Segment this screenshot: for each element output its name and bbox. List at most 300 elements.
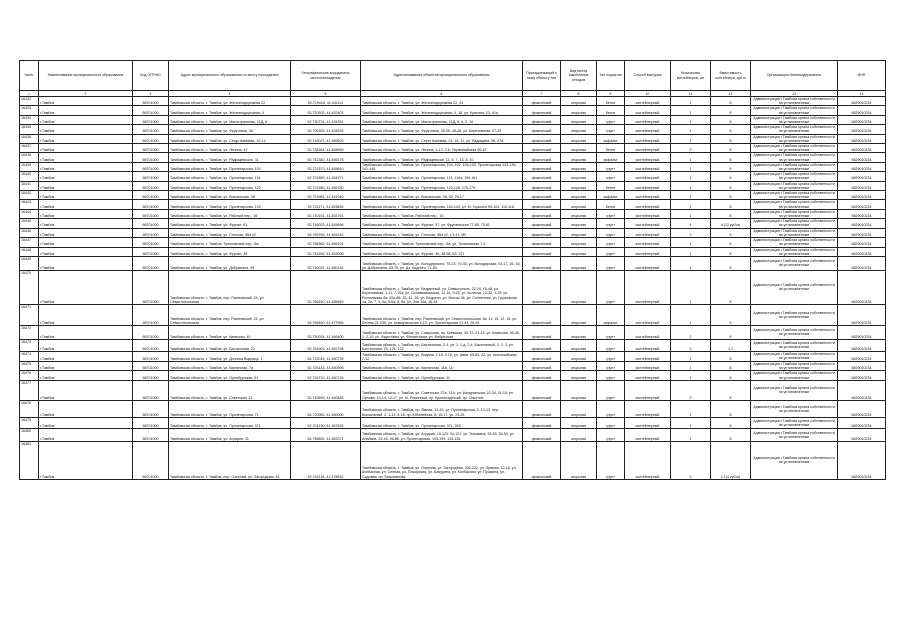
cell-kind: открытая bbox=[561, 361, 597, 370]
table-row bbox=[20, 106, 886, 115]
cell-org: Администрация г.Тамбова органа собственности на установленные bbox=[751, 325, 838, 339]
cell-inn: 6829010234 bbox=[838, 228, 886, 237]
cell-kind: открытая bbox=[561, 106, 597, 115]
cell-objects: Тамбовская область, г. Тамбов, пр. Бастионная, 2-4, ул. 1, 1-д, 2-4, Бастионный, 3, 2, 3, ул. Бастионная, 23, 121, 122 bbox=[361, 339, 523, 351]
cell-type: физический bbox=[523, 270, 561, 304]
cell-coords: 52.750034, 41.466400 bbox=[291, 325, 361, 339]
cell-objects: Тамбовская область, г. Тамбов, ул. Степная, 66а к2, к 3-11, 9В bbox=[361, 228, 523, 237]
cell-coords: 52.740151, 41.453761 bbox=[291, 209, 361, 218]
cell-cover: грунт bbox=[597, 371, 625, 380]
cell-cover: грунт bbox=[597, 339, 625, 351]
cell-kind: открытая bbox=[561, 270, 597, 304]
cell-code: 68701000 bbox=[133, 181, 169, 190]
table-row bbox=[20, 247, 886, 256]
cell-objects: Тамбовская область, г. Тамбов, ул. Пролетарская, 113, 116а, 159-161 bbox=[361, 172, 523, 181]
cell-addr: Тамбовская область, г. Тамбов, ул. Фрунзе, 61 bbox=[169, 219, 291, 228]
table-row bbox=[20, 238, 886, 247]
cell-unload: контейнерный bbox=[625, 428, 671, 441]
cell-kind: открытая bbox=[561, 181, 597, 190]
cell-coords: 52.720983, 41.450000 bbox=[291, 400, 361, 417]
cell-addr: Тамбовская область, г. Тамбов, ул. Железнодорожная 22 bbox=[169, 97, 291, 106]
cell-id: 16472 bbox=[20, 325, 39, 339]
cell-cover: грунт bbox=[597, 219, 625, 228]
cell-mo: г.Тамбов bbox=[39, 256, 133, 270]
col-index: 7 bbox=[523, 91, 561, 97]
cell-coords: 52.719418, 41.431111 bbox=[291, 97, 361, 106]
cell-coords: 52.704190, 41.467632 bbox=[291, 417, 361, 428]
col-index: 3 bbox=[133, 91, 169, 97]
cell-type: физический bbox=[523, 380, 561, 400]
cell-id: 16445 bbox=[20, 219, 39, 228]
col-header: Адреса/названия объектов муниципального образования bbox=[361, 61, 523, 91]
col-header: Количество контейнеров, шт bbox=[671, 61, 711, 91]
col-index: 6 bbox=[361, 91, 523, 97]
cell-type: физический bbox=[523, 172, 561, 181]
cell-cover: асфальт bbox=[597, 134, 625, 143]
cell-cover: грунт bbox=[597, 228, 625, 237]
cell-vol: 8 bbox=[711, 428, 751, 441]
cell-code: 68701000 bbox=[133, 351, 169, 361]
cell-count: 1 bbox=[671, 191, 711, 200]
cell-id: 16480 bbox=[20, 428, 39, 441]
cell-kind: открытая bbox=[561, 256, 597, 270]
table-row bbox=[20, 325, 886, 339]
cell-kind: открытая bbox=[561, 209, 597, 218]
cell-inn: 6829010234 bbox=[838, 191, 886, 200]
cell-cover: грунт bbox=[597, 380, 625, 400]
cell-org: Администрация г.Тамбова органа собственности на установленные bbox=[751, 200, 838, 209]
cell-coords: 52.749693, 41.460483 bbox=[291, 380, 361, 400]
cell-count: 4 bbox=[671, 219, 711, 228]
cell-type: физический bbox=[523, 219, 561, 228]
cell-objects: Тамбовская область, г. Тамбов, ул. Фруктовая, 35-36, 46-48, ул. Березовская, 27-29 bbox=[361, 125, 523, 134]
cell-count: 1 bbox=[671, 428, 711, 441]
cell-cover: асфальт bbox=[597, 153, 625, 162]
cell-org: Администрация г.Тамбова органа собственности на установленные bbox=[751, 153, 838, 162]
cell-coords: 52.723961, 41.441940 bbox=[291, 191, 361, 200]
col-header: №п/п bbox=[20, 61, 39, 91]
col-index: 14 bbox=[838, 91, 886, 97]
cell-kind: открытая bbox=[561, 97, 597, 106]
cell-coords: 52.739710, 41.460718 bbox=[291, 371, 361, 380]
cell-org: Администрация г.Тамбова органа собственности на установленные bbox=[751, 219, 838, 228]
cell-unload: контейнерный bbox=[625, 371, 671, 380]
table-row bbox=[20, 115, 886, 124]
cell-id: 16447 bbox=[20, 238, 39, 247]
col-index: 5 bbox=[291, 91, 361, 97]
cell-kind: открытая bbox=[561, 153, 597, 162]
cell-vol: 8 bbox=[711, 304, 751, 325]
cell-id: 16440 bbox=[20, 172, 39, 181]
cell-vol: 8 bbox=[711, 115, 751, 124]
cell-addr: Тамбовская область, г. Тамбов, ул. Бастионная, 23 bbox=[169, 339, 291, 351]
cell-unload: контейнерный bbox=[625, 361, 671, 370]
cell-cover: грунт bbox=[597, 172, 625, 181]
cell-id: 16448 bbox=[20, 247, 39, 256]
cell-addr: Тамбовская область, г. Тамбов, Тулиновский пер., 8а bbox=[169, 238, 291, 247]
cell-vol: 8 bbox=[711, 153, 751, 162]
cell-unload: контейнерный bbox=[625, 441, 671, 479]
cell-unload: контейнерный bbox=[625, 97, 671, 106]
cell-mo: г.Тамбов bbox=[39, 144, 133, 153]
cell-inn: 6829010234 bbox=[838, 200, 886, 209]
cell-kind: открытая bbox=[561, 134, 597, 143]
table-row bbox=[20, 153, 886, 162]
cell-unload: контейнерный bbox=[625, 228, 671, 237]
cell-type: физический bbox=[523, 400, 561, 417]
cell-id: 16470 bbox=[20, 270, 39, 304]
cell-count: 1 bbox=[671, 200, 711, 209]
cell-code: 68701000 bbox=[133, 325, 169, 339]
cell-vol: 8 bbox=[711, 380, 751, 400]
cell-vol: 8 bbox=[711, 256, 751, 270]
cell-vol: 8 bbox=[711, 181, 751, 190]
cell-id: 16474 bbox=[20, 351, 39, 361]
cell-unload: контейнерный bbox=[625, 270, 671, 304]
cell-cover: грунт bbox=[597, 325, 625, 339]
cell-addr: Тамбовская область, г. Тамбов, ул. Железнодорожная, 4 bbox=[169, 106, 291, 115]
cell-type: физический bbox=[523, 125, 561, 134]
cell-org: Администрация г.Тамбова органа собственности на установленные bbox=[751, 134, 838, 143]
table-row bbox=[20, 97, 886, 106]
cell-unload: контейнерный bbox=[625, 153, 671, 162]
cell-mo: г.Тамбов bbox=[39, 209, 133, 218]
cell-addr: Тамбовская область, г. Тамбов, ул. Вокзальная, 36 bbox=[169, 191, 291, 200]
cell-objects: Тамбовская область, г. Тамбов, Тулиновский пер., 8а, ул. Тулиновская 7-9 bbox=[361, 238, 523, 247]
cell-vol: 1,1(4 куб.м) bbox=[711, 441, 751, 479]
cell-coords: 52.720502, 41.432403 bbox=[291, 106, 361, 115]
cell-addr: Тамбовская область, г. Тамбов, ул. Пролетарская, 114 bbox=[169, 172, 291, 181]
cell-unload: контейнерный bbox=[625, 144, 671, 153]
cell-vol: 8 bbox=[711, 270, 751, 304]
col-index: 11 bbox=[671, 91, 711, 97]
col-header: ИНН bbox=[838, 61, 886, 91]
cell-addr: Тамбовская область, г. Тамбов, ул. Кирпичная, 7а bbox=[169, 361, 291, 370]
cell-mo: г.Тамбов bbox=[39, 172, 133, 181]
cell-code: 68701000 bbox=[133, 219, 169, 228]
cell-cover: асфальт bbox=[597, 191, 625, 200]
cell-unload: контейнерный bbox=[625, 162, 671, 171]
table-row bbox=[20, 428, 886, 441]
table-row bbox=[20, 400, 886, 417]
cell-count: 1 bbox=[671, 351, 711, 361]
col-index: 10 bbox=[625, 91, 671, 97]
cell-id: 16444 bbox=[20, 209, 39, 218]
cell-kind: открытая bbox=[561, 162, 597, 171]
cell-coords: 52.722016, 41.450739 bbox=[291, 351, 361, 361]
cell-inn: 6829010234 bbox=[838, 380, 886, 400]
col-index: 4 bbox=[169, 91, 291, 97]
cell-addr: Тамбовская область, г. Тамбов, ул. Долгина Водница, 1 bbox=[169, 351, 291, 361]
cell-type: физический bbox=[523, 134, 561, 143]
cell-inn: 6829010234 bbox=[838, 134, 886, 143]
cell-inn: 6829010234 bbox=[838, 417, 886, 428]
cell-inn: 6829010234 bbox=[838, 115, 886, 124]
cell-addr: Тамбовская область, г. Тамбов, ул. Пролетарская, 371 bbox=[169, 417, 291, 428]
cell-vol: 8 bbox=[711, 172, 751, 181]
cell-unload: контейнерный bbox=[625, 247, 671, 256]
cell-id: 16449 bbox=[20, 256, 39, 270]
table-row bbox=[20, 256, 886, 270]
cell-count: 1 bbox=[671, 417, 711, 428]
cell-addr: Тамбовская область, г. Тамбов, ул. Советская, 21 bbox=[169, 380, 291, 400]
cell-org: Администрация г.Тамбова органа собственности на установленные bbox=[751, 238, 838, 247]
cell-type: физический bbox=[523, 191, 561, 200]
cell-inn: 6829010234 bbox=[838, 441, 886, 479]
cell-kind: открытая bbox=[561, 417, 597, 428]
cell-unload: контейнерный bbox=[625, 380, 671, 400]
cell-type: физический bbox=[523, 106, 561, 115]
table-row bbox=[20, 304, 886, 325]
cell-count: 1 bbox=[671, 153, 711, 162]
cell-unload: контейнерный bbox=[625, 219, 671, 228]
header-row bbox=[20, 61, 886, 91]
cell-addr: Тамбовская область, г. Тамбов, ул. Фрунзе, 48 bbox=[169, 247, 291, 256]
cell-addr: Тамбовская область, г. Тамбов, ул. Сergo Камнева, 10-14 bbox=[169, 134, 291, 143]
cell-type: физический bbox=[523, 339, 561, 351]
table-row bbox=[20, 162, 886, 171]
cell-vol: 8 bbox=[711, 144, 751, 153]
cell-org: Администрация г.Тамбова органа собственности на установленные bbox=[751, 380, 838, 400]
cell-inn: 6829010234 bbox=[838, 325, 886, 339]
cell-addr: Тамбовская область, г. Тамбов, ул. Фруктовая, 46 bbox=[169, 125, 291, 134]
cell-kind: открытая bbox=[561, 238, 597, 247]
cell-count: 1 bbox=[671, 115, 711, 124]
cell-count: 1 bbox=[671, 400, 711, 417]
cell-coords: 52.756852, 41.562071 bbox=[291, 428, 361, 441]
cell-addr: Тамбовская область, г. Тамбов, ул. Радищевского, 11 bbox=[169, 153, 291, 162]
cell-code: 68701000 bbox=[133, 400, 169, 417]
cell-code: 68701000 bbox=[133, 417, 169, 428]
cell-type: физический bbox=[523, 417, 561, 428]
cell-kind: открытая bbox=[561, 380, 597, 400]
cell-coords: 52.741692, 41.452008 bbox=[291, 247, 361, 256]
cell-count: 1 bbox=[671, 270, 711, 304]
cell-kind: открытая bbox=[561, 125, 597, 134]
table-row bbox=[20, 219, 886, 228]
col-index: 1 bbox=[20, 91, 39, 97]
table-row bbox=[20, 371, 886, 380]
cell-org: Администрация г.Тамбова органа собственности на установленные bbox=[751, 339, 838, 351]
table-row bbox=[20, 351, 886, 361]
cell-count: 2 bbox=[671, 144, 711, 153]
cell-unload: контейнерный bbox=[625, 134, 671, 143]
cell-org: Администрация г.Тамбова органа собственности на установленные bbox=[751, 191, 838, 200]
col-header: Вместимость контейнера, куб.м bbox=[711, 61, 751, 91]
col-index: 12 bbox=[711, 91, 751, 97]
cell-org: Администрация г.Тамбова органа собственности на установленные bbox=[751, 371, 838, 380]
table-row bbox=[20, 361, 886, 370]
cell-coords: 52.763118, 41.478810 bbox=[291, 441, 361, 479]
cell-coords: 52.742382, 41.456178 bbox=[291, 153, 361, 162]
cell-type: физический bbox=[523, 428, 561, 441]
cell-cover: грунт bbox=[597, 162, 625, 171]
cell-inn: 6829010234 bbox=[838, 219, 886, 228]
cell-mo: г.Тамбов bbox=[39, 339, 133, 351]
table-row bbox=[20, 181, 886, 190]
cell-inn: 6829010234 bbox=[838, 351, 886, 361]
cell-objects: Тамбовская область, г. Тамбов, ул. Фрунзе, 57, ул. Фрунзенская 77-85, 75-61 bbox=[361, 219, 523, 228]
col-header: Наименование муниципального образования bbox=[39, 61, 133, 91]
cell-count: 1 bbox=[671, 247, 711, 256]
cell-kind: открытая bbox=[561, 441, 597, 479]
cell-cover: грунт bbox=[597, 270, 625, 304]
cell-vol: 8 bbox=[711, 97, 751, 106]
cell-code: 68701000 bbox=[133, 134, 169, 143]
table-row bbox=[20, 125, 886, 134]
cell-cover: асфальт bbox=[597, 304, 625, 325]
cell-objects: Тамбовская область, г. Тамбов, Рабочий пер., 16 bbox=[361, 209, 523, 218]
cell-org: Администрация г.Тамбова органа собственности на установленные bbox=[751, 97, 838, 106]
cell-mo: г.Тамбов bbox=[39, 125, 133, 134]
cell-inn: 6829010234 bbox=[838, 144, 886, 153]
cell-vol: 8 bbox=[711, 162, 751, 171]
col-header: Географические координаты местонахождения bbox=[291, 61, 361, 91]
cell-cover: грунт bbox=[597, 428, 625, 441]
cell-unload: контейнерный bbox=[625, 256, 671, 270]
cell-code: 68701000 bbox=[133, 162, 169, 171]
cell-inn: 6829010234 bbox=[838, 400, 886, 417]
table-row bbox=[20, 228, 886, 237]
cell-objects: Тамбовская область, г. Тамбов, ул. Железнодорожная, 4, 18, ул. Красная, 23, 41а bbox=[361, 106, 523, 115]
cell-mo: г.Тамбов bbox=[39, 134, 133, 143]
cell-count: 2 bbox=[671, 339, 711, 351]
cell-cover: грунт bbox=[597, 238, 625, 247]
cell-org: Администрация г.Тамбова органа собственности на установленные bbox=[751, 106, 838, 115]
cell-code: 68701000 bbox=[133, 380, 169, 400]
cell-type: физический bbox=[523, 115, 561, 124]
cell-mo: г.Тамбов bbox=[39, 380, 133, 400]
cell-type: физический bbox=[523, 209, 561, 218]
cell-objects: Тамбовская область, г. Тамбов, ул. Пролетарская, 104, 102, 105-103, Пролетарская 143-135, 141-145 bbox=[361, 162, 523, 171]
cell-vol: 8 bbox=[711, 125, 751, 134]
cell-addr: Тамбовская область, г. Тамбов, ул. Агрария, 31 bbox=[169, 428, 291, 441]
cell-addr: Тамбовская область, г. Тамбов, ул. Оренбургская, 51 bbox=[169, 371, 291, 380]
col-index: 8 bbox=[561, 91, 597, 97]
cell-type: физический bbox=[523, 97, 561, 106]
cell-code: 68701000 bbox=[133, 304, 169, 325]
cell-org: Администрация г.Тамбова органа собственности на установленные bbox=[751, 304, 838, 325]
cell-coords: 52.765830, 41.477565 bbox=[291, 304, 361, 325]
cell-coords: 52.738384, 41.458659 bbox=[291, 144, 361, 153]
cell-addr: Тамбовская область, г. Тамбов, ул. Добрынина, 99 bbox=[169, 256, 291, 270]
cell-kind: открытая bbox=[561, 172, 597, 181]
cell-org: Администрация г.Тамбова органа собственности на установленные bbox=[751, 144, 838, 153]
cell-objects: Тамбовская область, г. Тамбов, пер. Рылеевский, ул. Севастопольская, 9а, 11, 15, 12, 15, ул. Летняя 21-23б, ул. Коммунальная 5-13, ул. Пролетарская 23-43, 26-35 bbox=[361, 304, 523, 325]
cell-inn: 6829010234 bbox=[838, 371, 886, 380]
cell-addr: Тамбовская область, г. Тамбов, ул. Пролетарская, 71 bbox=[169, 400, 291, 417]
cell-mo: г.Тамбов bbox=[39, 325, 133, 339]
cell-mo: г.Тамбов bbox=[39, 400, 133, 417]
cell-count: 1 bbox=[671, 238, 711, 247]
cell-addr: Тамбовская область, г. Тамбов, ул. Магистральная, 21Д, 8 bbox=[169, 115, 291, 124]
cell-addr: Тамбовская область, г. Тамбов, пер. Рылеевский, 24, ул. Севастопольская bbox=[169, 270, 291, 304]
cell-mo: г.Тамбов bbox=[39, 417, 133, 428]
cell-cover: грунт bbox=[597, 361, 625, 370]
cell-count: 1 bbox=[671, 125, 711, 134]
cell-unload: контейнерный bbox=[625, 238, 671, 247]
cell-objects: Тамбовская область, г. Тамбов, ул. Железнодорожная 22, 24 bbox=[361, 97, 523, 106]
cell-objects: Тамбовская область, г. Тамбов, ул. Радищевская, 11, 5, 7, 13, 8, 10 bbox=[361, 153, 523, 162]
cell-kind: открытая bbox=[561, 219, 597, 228]
cell-id: 16476 bbox=[20, 371, 39, 380]
cell-count: 1 bbox=[671, 181, 711, 190]
cell-objects: Тамбовская область, г. Тамбов, ул. Агрария, 10-123, 44-121, ул. Тельмана, 33-53, 35-50, ул. Алабяна, 29-45, 46-86, ул. Пролетарская, 193-199, 134-135 bbox=[361, 428, 523, 441]
cell-id: 16446 bbox=[20, 228, 39, 237]
cell-kind: открытая bbox=[561, 304, 597, 325]
cell-unload: контейнерный bbox=[625, 172, 671, 181]
cell-objects: Тамбовская область, г. Тамбов, ул. Пролетарская, 122-128, 175-179 bbox=[361, 181, 523, 190]
table-row bbox=[20, 441, 886, 479]
cell-addr: Тамбовская область, г. Тамбов, пер. Озерный, ул. Загородная, 51 bbox=[169, 441, 291, 479]
cell-cover: бетон bbox=[597, 97, 625, 106]
cell-addr: Тамбовская область, г. Тамбов, ул. Ленина, 42 bbox=[169, 144, 291, 153]
table-row bbox=[20, 270, 886, 304]
cell-objects: Тамбовская область, г. Тамбов, ул. Оренбургская, 11 bbox=[361, 371, 523, 380]
cell-kind: открытая bbox=[561, 200, 597, 209]
cell-kind: открытая bbox=[561, 325, 597, 339]
cell-vol: 8 bbox=[711, 371, 751, 380]
cell-mo: г.Тамбов bbox=[39, 162, 133, 171]
table-row bbox=[20, 191, 886, 200]
cell-id: 16477 bbox=[20, 380, 39, 400]
cell-addr: Тамбовская область, г. Тамбов, пер. Рылеевский, 24, ул. Севастопольская bbox=[169, 304, 291, 325]
waste-sites-table bbox=[19, 60, 886, 480]
cell-org: Администрация г.Тамбова органа собственности на установленные bbox=[751, 162, 838, 171]
cell-vol: 8 bbox=[711, 209, 751, 218]
cell-id: 16433 bbox=[20, 106, 39, 115]
cell-vol: 8 bbox=[711, 106, 751, 115]
cell-code: 68701000 bbox=[133, 209, 169, 218]
cell-cover: грунт bbox=[597, 417, 625, 428]
cell-mo: г.Тамбов bbox=[39, 247, 133, 256]
cell-id: 16438 bbox=[20, 153, 39, 162]
cell-code: 68701000 bbox=[133, 256, 169, 270]
cell-type: физический bbox=[523, 162, 561, 171]
cell-org: Администрация г.Тамбова органа собственности на установленные bbox=[751, 400, 838, 417]
cell-count: 2 bbox=[671, 380, 711, 400]
cell-coords: 52.746023, 41.445696 bbox=[291, 219, 361, 228]
cell-id: 16442 bbox=[20, 191, 39, 200]
cell-id: 16473 bbox=[20, 339, 39, 351]
cell-inn: 6829010234 bbox=[838, 270, 886, 304]
cell-objects: Тамбовская область, г. Тамбов, ул. Пролетарская, 371, 263 bbox=[361, 417, 523, 428]
cell-kind: открытая bbox=[561, 228, 597, 237]
col-header: Тип покрытия bbox=[597, 61, 625, 91]
cell-code: 68701000 bbox=[133, 228, 169, 237]
cell-id: 16437 bbox=[20, 144, 39, 153]
cell-vol: 8 bbox=[711, 247, 751, 256]
cell-code: 68701000 bbox=[133, 125, 169, 134]
cell-count: 1 bbox=[671, 162, 711, 171]
cell-code: 68701000 bbox=[133, 115, 169, 124]
cell-addr: Тамбовская область, г. Тамбов, ул. Киевская, 40 bbox=[169, 325, 291, 339]
cell-type: физический bbox=[523, 181, 561, 190]
cell-type: физический bbox=[523, 441, 561, 479]
cell-vol: 8 bbox=[711, 200, 751, 209]
table-row bbox=[20, 200, 886, 209]
cell-id: 16475 bbox=[20, 361, 39, 370]
cell-inn: 6829010234 bbox=[838, 339, 886, 351]
cell-vol: 1,1 bbox=[711, 339, 751, 351]
cell-org: Администрация г.Тамбова органа собственности на установленные bbox=[751, 441, 838, 479]
cell-type: физический bbox=[523, 325, 561, 339]
cell-code: 68701000 bbox=[133, 153, 169, 162]
cell-vol: 4 (12 куб.м) bbox=[711, 219, 751, 228]
cell-unload: контейнерный bbox=[625, 125, 671, 134]
cell-code: 68701000 bbox=[133, 247, 169, 256]
cell-inn: 6829010234 bbox=[838, 162, 886, 171]
